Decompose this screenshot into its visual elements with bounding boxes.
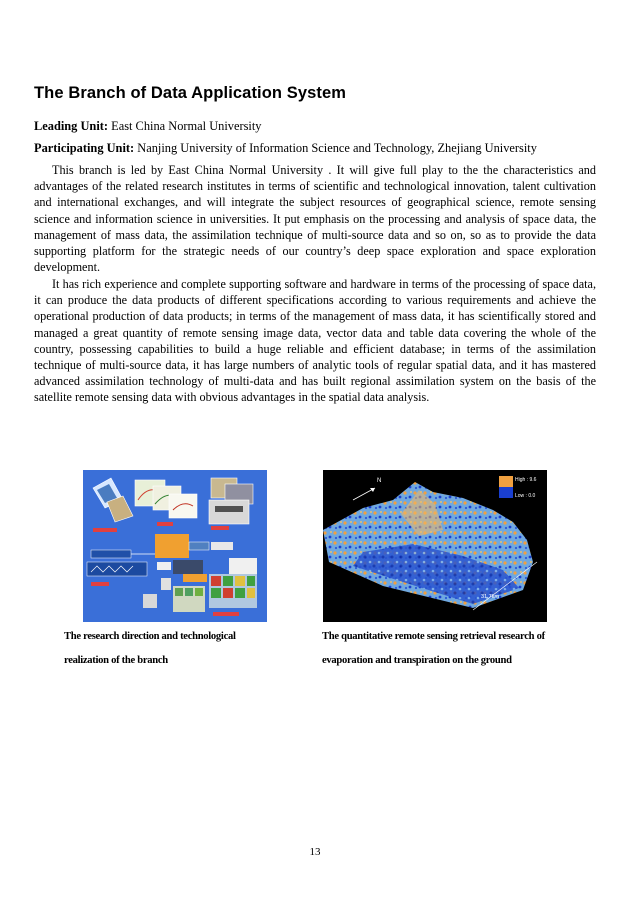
figure-1-caption-line1: The research direction and technological <box>64 631 236 642</box>
figure-1-caption-line2: realization of the branch <box>64 655 168 666</box>
page-number: 13 <box>309 846 321 858</box>
participating-unit-value: Nanjing University of Information Science and Technology, Zhejiang University <box>137 141 537 155</box>
participating-unit-label: Participating Unit: <box>34 141 135 155</box>
figure-2-caption-line2: evaporation and transpiration on the ground <box>322 655 512 666</box>
research-direction-diagram <box>83 470 267 622</box>
figure-2-caption <box>322 625 592 673</box>
scale-label: 31.7km <box>481 594 500 600</box>
paragraph-1: This branch is led by East China Normal University . It will give full play to the the characteristics and advantages of the related research institutes in terms of scientific and technological innovation, talent cultivation and international exchanges, and will integrate the subject resources of geographical science, remote sensing science and information science in universities. It put emphasis on the processing and analysis of space data, the management of mass data, the assimilation technique of multi-source data and so on, so as to provide the data supporting platform for the strategic needs of our country’s deep space exploration and space exploration development. <box>34 163 596 275</box>
legend-low: Low : 0.0 <box>515 493 536 499</box>
section-title: The Branch of Data Application System <box>34 84 347 102</box>
leading-unit <box>34 118 262 134</box>
legend-high: High : 9.6 <box>515 477 537 483</box>
participating-unit <box>34 140 537 156</box>
evapotranspiration-terrain-map <box>323 470 547 622</box>
figure-2-caption-line1: The quantitative remote sensing retrieval research of <box>322 631 545 642</box>
figure-1-caption <box>64 625 294 673</box>
paragraph-2: It has rich experience and complete supporting software and hardware in terms of the processing of space data, it can produce the data products of different specifications according to various requirements and achieve the operational production of data products; in terms of the management of mass data, it has scientifically stored and managed a great quantity of remote sensing image data, vector data and table data covering the whole of the country, possessing capabilities to build a huge reliable and efficient database; in terms of the assimilation technique of multi-source data, it has large numbers of analytic tools of regular spatial data, and it has mastered advanced assimilation technology of multi-data and has built regional assimilation system on the basis of the satellite remote sensing data with obvious advantages in the spatial data analysis. <box>34 277 596 405</box>
leading-unit-label: Leading Unit: <box>34 119 109 133</box>
north-label: N <box>377 478 382 484</box>
leading-unit-value: East China Normal University <box>111 119 262 133</box>
